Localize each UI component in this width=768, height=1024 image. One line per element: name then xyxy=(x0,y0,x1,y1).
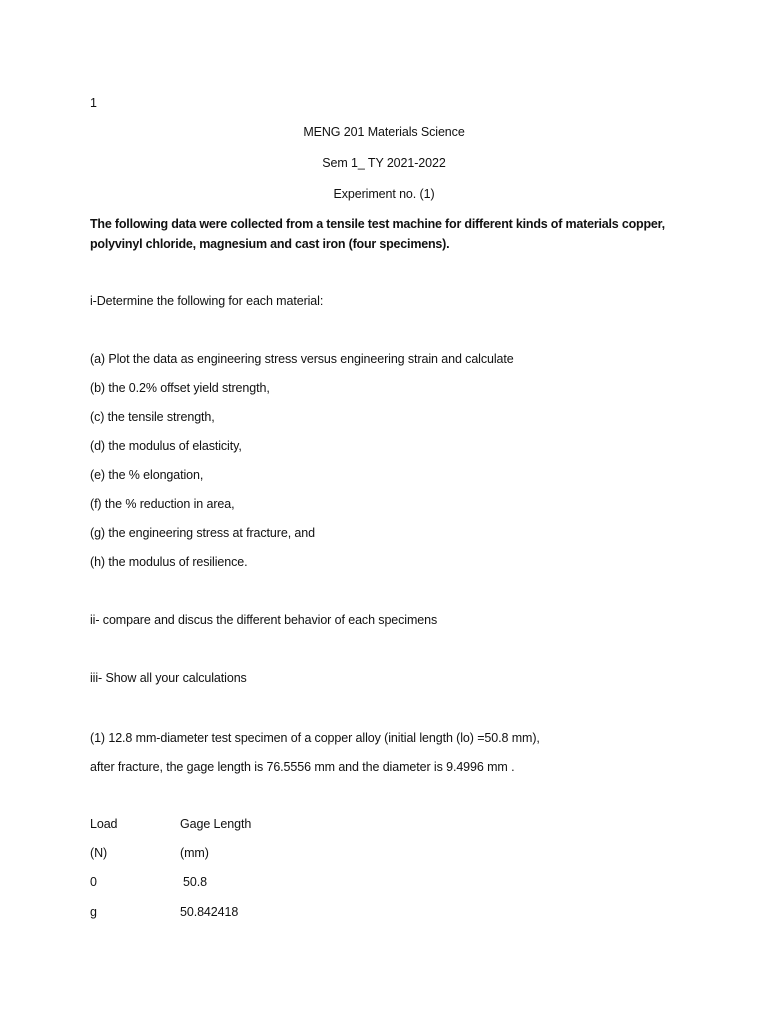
section-iii-heading: iii- Show all your calculations xyxy=(90,671,247,685)
list-item-e: (e) the % elongation, xyxy=(90,468,204,482)
list-item-f: (f) the % reduction in area, xyxy=(90,497,235,511)
table-row-2-length: 50.842418 xyxy=(180,905,239,919)
list-item-c: (c) the tensile strength, xyxy=(90,410,215,424)
list-item-a: (a) Plot the data as engineering stress versus engineering strain and calculate xyxy=(90,352,514,366)
specimen-1-line-2: after fracture, the gage length is 76.5556 mm and the diameter is 9.4996 mm . xyxy=(90,760,515,774)
intro-materials: copper, polyvinyl chloride, magnesium and cast iron (four specimens). xyxy=(90,217,665,251)
table-header-gage-length: Gage Length xyxy=(180,817,252,831)
table-unit-load: (N) xyxy=(90,846,108,860)
page-number: 1 xyxy=(90,96,97,110)
section-i-heading: i-Determine the following for each material: xyxy=(90,294,324,308)
table-row-1-load: 0 xyxy=(90,875,97,889)
intro-paragraph xyxy=(90,214,690,254)
list-item-h: (h) the modulus of resilience. xyxy=(90,555,248,569)
list-item-d: (d) the modulus of elasticity, xyxy=(90,439,242,453)
table-unit-gage-length: (mm) xyxy=(180,846,209,860)
experiment-line: Experiment no. (1) xyxy=(333,187,435,201)
table-header-load: Load xyxy=(90,817,118,831)
specimen-1-line-1: (1) 12.8 mm-diameter test specimen of a copper alloy (initial length (lo) =50.8 mm), xyxy=(90,731,540,745)
table-row-2-load: g xyxy=(90,905,97,919)
section-ii-heading: ii- compare and discus the different behavior of each specimens xyxy=(90,613,438,627)
list-item-g: (g) the engineering stress at fracture, and xyxy=(90,526,315,540)
semester-line: Sem 1_ TY 2021-2022 xyxy=(322,156,446,170)
table-row-1-length: 50.8 xyxy=(183,875,207,889)
list-item-b: (b) the 0.2% offset yield strength, xyxy=(90,381,270,395)
course-title: MENG 201 Materials Science xyxy=(303,125,465,139)
intro-text: The following data were collected from a tensile test machine for different kinds of materials xyxy=(90,217,622,231)
